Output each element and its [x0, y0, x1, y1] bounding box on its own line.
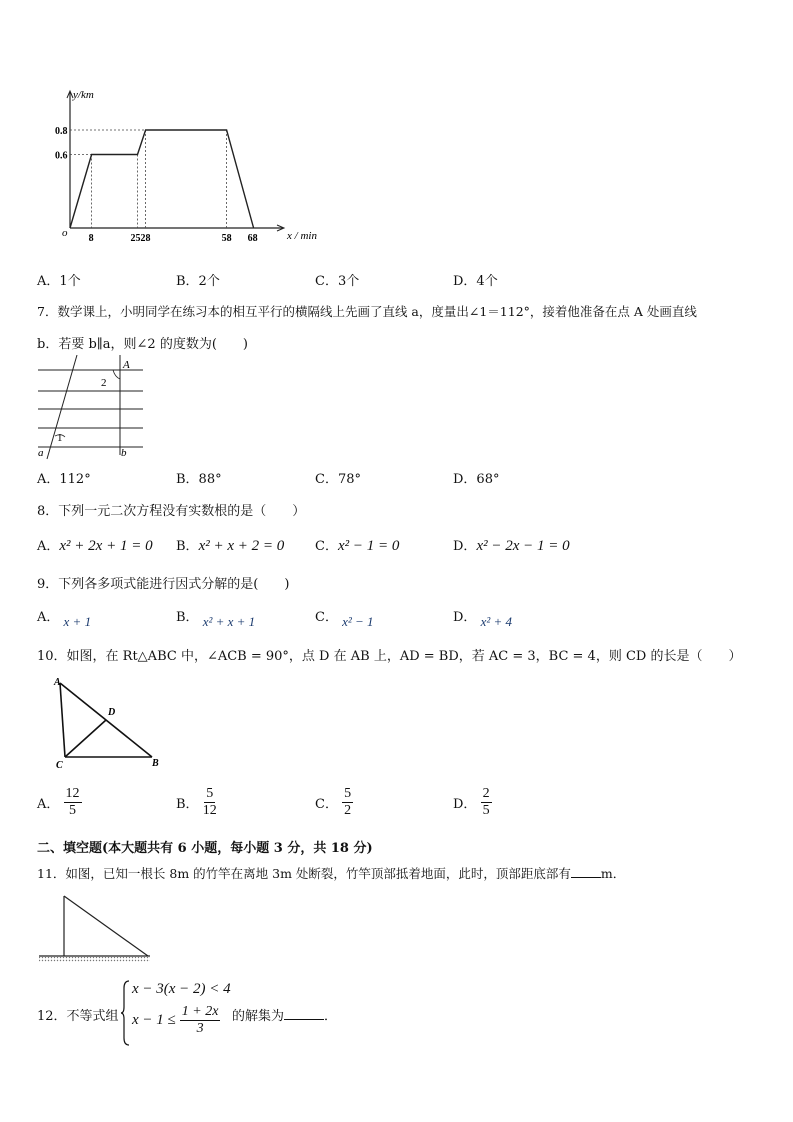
q12-inequality-2 — [132, 1004, 220, 1037]
q10-option-c-num: 5 — [344, 786, 352, 801]
x-axis-label: x / min — [287, 230, 317, 242]
q11-tail: m． — [600, 866, 626, 881]
q7-option-a[interactable]: A．112° — [37, 472, 91, 487]
q12-ineq2-left: x − 1 ≤ — [132, 1012, 176, 1028]
q8-option-c-letter: C． — [315, 539, 338, 554]
q9-option-c-expr: x² − 1 — [342, 614, 374, 629]
q10-option-b-den: 12 — [202, 803, 217, 818]
q10-option-c-letter: C． — [315, 797, 338, 812]
x-tick-68: 68 — [247, 233, 258, 244]
q10-option-d[interactable] — [453, 786, 492, 819]
q10-triangle-figure — [50, 673, 168, 773]
q8-option-b-expr: x² + x + 2 = 0 — [198, 538, 285, 554]
q6-option-b[interactable]: B．2个 — [176, 274, 220, 289]
q12-ineq2-num: 1 + 2x — [181, 1004, 219, 1019]
q10-option-d-letter: D． — [453, 797, 477, 812]
q8-option-d-expr: x² − 2x − 1 = 0 — [476, 538, 570, 554]
q9-option-b-expr: x² + x + 1 — [202, 614, 256, 629]
distance-series-line — [70, 130, 254, 228]
q9-option-b[interactable] — [176, 606, 256, 629]
q10-option-d-fraction — [481, 786, 492, 819]
q6-option-c[interactable]: C．3个 — [315, 274, 360, 289]
q7-label-1: 1 — [57, 432, 63, 444]
q12-ineq2-den: 3 — [196, 1021, 204, 1036]
q10-label-A: A — [54, 677, 61, 688]
y-tick-0.6: 0.6 — [55, 150, 68, 162]
q7-stem-line1: 7．数学课上，小明同学在练习本的相互平行的横隔线上先画了直线 a，度量出∠1＝112°，接着他准备在点 A 处画直线 — [37, 304, 697, 319]
q9-stem: 9．下列各多项式能进行因式分解的是( ) — [37, 577, 290, 592]
q8-option-d[interactable] — [453, 535, 570, 555]
x-tick-25-28: 2528 — [130, 233, 151, 244]
y-axis-label: y/km — [73, 89, 94, 101]
q10-label-D: D — [108, 707, 116, 718]
q10-label-B: B — [152, 758, 159, 769]
q7-option-d[interactable]: D．68° — [453, 472, 500, 487]
q8-option-b-letter: B． — [176, 539, 199, 554]
q10-option-d-den: 5 — [482, 803, 490, 818]
q11-bamboo-figure — [38, 893, 152, 965]
q7-parallel-lines-figure — [35, 355, 155, 463]
q9-option-d[interactable] — [453, 606, 513, 629]
q7-option-b[interactable]: B．88° — [176, 472, 222, 487]
q7-label-a: a — [38, 447, 44, 459]
q10-option-c-fraction — [342, 786, 353, 819]
x-tick-58: 58 — [221, 233, 232, 244]
q10-option-a-num: 12 — [65, 786, 80, 801]
q8-option-a[interactable] — [37, 535, 153, 555]
q9-option-c-letter: C． — [315, 610, 338, 625]
q9-option-a-expr: x + 1 — [63, 614, 92, 629]
q9-option-d-expr: x² + 4 — [480, 614, 513, 629]
q8-option-a-letter: A． — [37, 539, 60, 554]
q10-option-b[interactable] — [176, 786, 217, 819]
q10-option-c[interactable] — [315, 786, 353, 819]
q11-stem: 11．如图，已知一根长 8m 的竹竿在离地 3m 处断裂，竹竿顶部抵着地面，此时，顶部距底部有 — [37, 866, 571, 881]
q12-suffix-line — [232, 1005, 337, 1024]
q12-end: ． — [324, 1009, 338, 1024]
q9-option-c[interactable] — [315, 606, 374, 629]
origin-label: o — [62, 227, 68, 239]
q8-option-d-letter: D． — [453, 539, 477, 554]
distance-time-graph — [55, 88, 325, 253]
q6-option-d[interactable]: D．4个 — [453, 274, 498, 289]
q7-stem-line2: b．若要 b∥a，则∠2 的度数为( ) — [37, 337, 248, 352]
q6-option-a[interactable]: A．1个 — [37, 274, 81, 289]
q10-option-a[interactable] — [37, 786, 82, 819]
q12-suffix: 的解集为 — [232, 1009, 285, 1024]
q7-label-A: A — [123, 359, 130, 371]
q10-option-a-letter: A． — [37, 797, 60, 812]
q10-option-a-fraction — [64, 786, 82, 819]
q8-stem: 8．下列一元二次方程没有实数根的是（ ） — [37, 504, 306, 519]
q10-option-b-letter: B． — [176, 797, 199, 812]
q7-label-2: 2 — [101, 377, 107, 389]
q7-option-c[interactable]: C．78° — [315, 472, 361, 487]
q9-option-b-letter: B． — [176, 610, 199, 625]
section2-heading: 二、填空题(本大题共有 6 小题，每小题 3 分，共 18 分) — [37, 841, 373, 856]
q11-stem-line — [37, 864, 625, 882]
q8-option-c-expr: x² − 1 = 0 — [337, 538, 400, 554]
q12-prefix: 12．不等式组 — [37, 1009, 119, 1024]
q9-option-d-letter: D． — [453, 610, 477, 625]
x-tick-8: 8 — [88, 233, 94, 244]
q10-label-C: C — [56, 760, 63, 771]
q10-option-b-num: 5 — [206, 786, 214, 801]
q10-option-c-den: 2 — [344, 803, 352, 818]
q10-option-b-fraction — [203, 786, 217, 819]
q12-brace-icon — [120, 980, 130, 1046]
q10-option-d-num: 2 — [482, 786, 490, 801]
y-tick-0.8: 0.8 — [55, 126, 68, 137]
q10-stem: 10．如图，在 Rt△ABC 中，∠ACB = 90°，点 D 在 AB 上，AD = BD，若 AC = 3，BC = 4，则 CD 的长是（ ） — [37, 649, 742, 664]
q8-option-a-expr: x² + 2x + 1 = 0 — [59, 538, 153, 554]
q12-inequality-1: x − 3(x − 2) < 4 — [132, 981, 231, 997]
q8-option-b[interactable] — [176, 535, 284, 555]
q9-option-a-letter: A． — [37, 610, 60, 625]
q7-label-b: b — [121, 447, 127, 459]
q12-ineq2-fraction — [180, 1004, 221, 1037]
q10-option-a-den: 5 — [69, 803, 77, 818]
q12-answer-blank[interactable] — [284, 1007, 324, 1020]
q11-answer-blank[interactable] — [571, 865, 601, 878]
q8-option-c[interactable] — [315, 535, 399, 555]
q9-option-a[interactable] — [37, 606, 92, 629]
